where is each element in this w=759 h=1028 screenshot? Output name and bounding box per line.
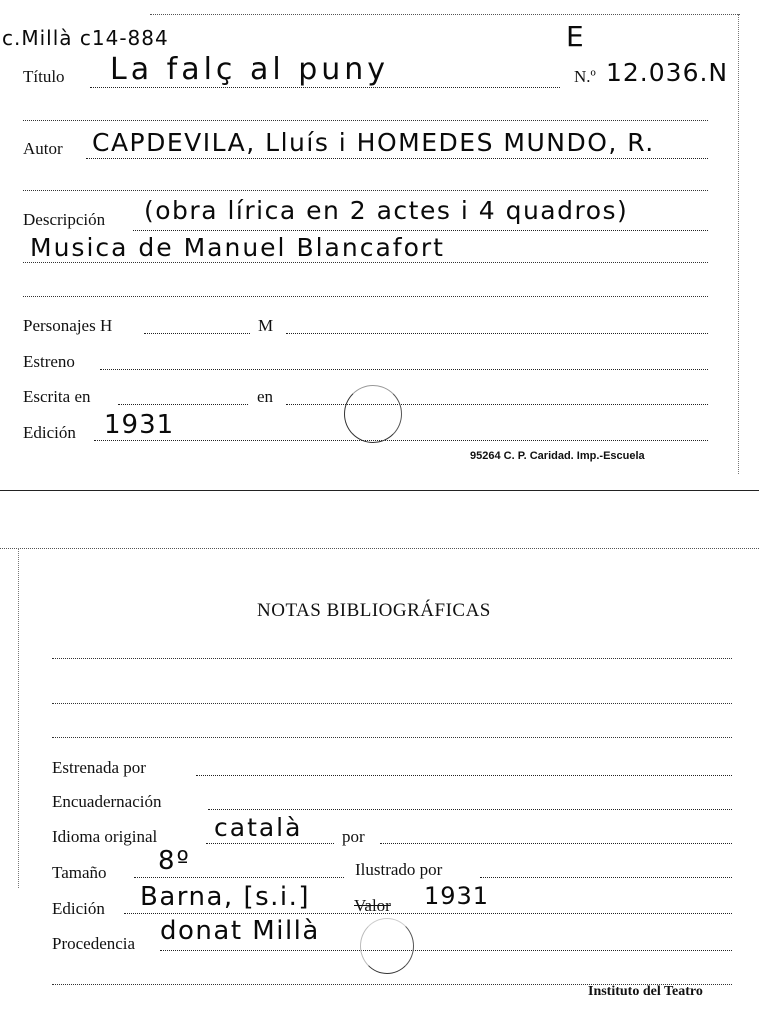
tamano-value: 8º bbox=[158, 846, 191, 876]
personajes-m-label: M bbox=[258, 316, 274, 335]
institution-name: Instituto del Teatro bbox=[588, 984, 703, 999]
edicion-label: Edición bbox=[23, 423, 76, 442]
procedencia-value: donat Millà bbox=[160, 916, 320, 946]
numero-label: N.º bbox=[574, 67, 596, 86]
descripcion-line-2 bbox=[23, 262, 708, 263]
idioma-value: català bbox=[214, 813, 303, 842]
catalog-card-top bbox=[0, 0, 759, 490]
valor-label: Valor bbox=[354, 896, 391, 915]
card2-top-edge bbox=[0, 548, 759, 549]
titulo-extra-line bbox=[23, 120, 708, 121]
idioma-line bbox=[206, 843, 334, 844]
estreno-label: Estreno bbox=[23, 352, 75, 371]
escrita-en-label: en bbox=[257, 387, 274, 406]
card2-edicion-label: Edición bbox=[52, 899, 105, 918]
personajes-m-line bbox=[286, 333, 708, 334]
titulo-label: Título bbox=[23, 67, 65, 86]
estreno-line bbox=[100, 369, 708, 370]
card-right-edge bbox=[738, 14, 739, 474]
idioma-por-label: por bbox=[342, 827, 365, 846]
autor-label: Autor bbox=[23, 139, 63, 158]
idioma-label: Idioma original bbox=[52, 827, 158, 846]
autor-value: CAPDEVILA, Lluís i HOMEDES MUNDO, R. bbox=[92, 128, 655, 157]
card2-heading: NOTAS BIBLIOGRÁFICAS bbox=[257, 600, 491, 621]
descripcion-label: Descripción bbox=[23, 210, 106, 229]
valor-value: 1931 bbox=[424, 882, 490, 910]
personajes-h-line bbox=[144, 333, 250, 334]
estrenada-label: Estrenada por bbox=[52, 758, 146, 777]
catalog-card-bottom bbox=[0, 540, 759, 1028]
autor-line bbox=[86, 158, 708, 159]
descripcion-line-3 bbox=[23, 296, 708, 297]
printer-imprint: 95264 C. P. Caridad. Imp.-Escuela bbox=[470, 450, 645, 462]
numero-value: 12.036.N bbox=[606, 58, 729, 87]
personajes-label: Personajes H bbox=[23, 316, 113, 335]
escrita-line bbox=[118, 404, 248, 405]
procedencia-label: Procedencia bbox=[52, 934, 136, 953]
procedencia-line bbox=[160, 950, 732, 951]
idioma-por-line bbox=[380, 843, 732, 844]
tamano-label: Tamaño bbox=[52, 863, 107, 882]
perforation-circle-stamp bbox=[344, 385, 402, 443]
descripcion-value-2: Musica de Manuel Blancafort bbox=[30, 233, 445, 262]
card2-perforation-stamp bbox=[360, 918, 414, 974]
edicion-line bbox=[94, 440, 708, 441]
descripcion-value-1: (obra lírica en 2 actes i 4 quadros) bbox=[144, 196, 629, 225]
notes-line-2 bbox=[52, 703, 732, 704]
mark-letter: E bbox=[566, 20, 586, 53]
tamano-line bbox=[134, 877, 344, 878]
edicion-value: 1931 bbox=[104, 410, 175, 440]
card2-edicion-value: Barna, [s.i.] bbox=[140, 882, 311, 912]
escrita-label: Escrita en bbox=[23, 387, 91, 406]
notes-line-3 bbox=[52, 737, 732, 738]
titulo-value: La falç al puny bbox=[110, 52, 390, 87]
card-top-edge bbox=[150, 14, 740, 15]
encuadernacion-line bbox=[208, 809, 732, 810]
estrenada-line bbox=[196, 775, 732, 776]
notes-line-1 bbox=[52, 658, 732, 659]
titulo-line bbox=[90, 87, 560, 88]
card2-edicion-line bbox=[124, 913, 732, 914]
descripcion-line-1 bbox=[133, 230, 708, 231]
ilustrado-line bbox=[480, 877, 732, 878]
card-bottom-edge bbox=[0, 490, 759, 491]
archive-reference: c.Millà c14-884 bbox=[2, 26, 169, 50]
autor-extra-line bbox=[23, 190, 708, 191]
card2-left-edge bbox=[18, 548, 19, 888]
encuadernacion-label: Encuadernación bbox=[52, 792, 162, 811]
ilustrado-label: Ilustrado por bbox=[355, 860, 443, 879]
